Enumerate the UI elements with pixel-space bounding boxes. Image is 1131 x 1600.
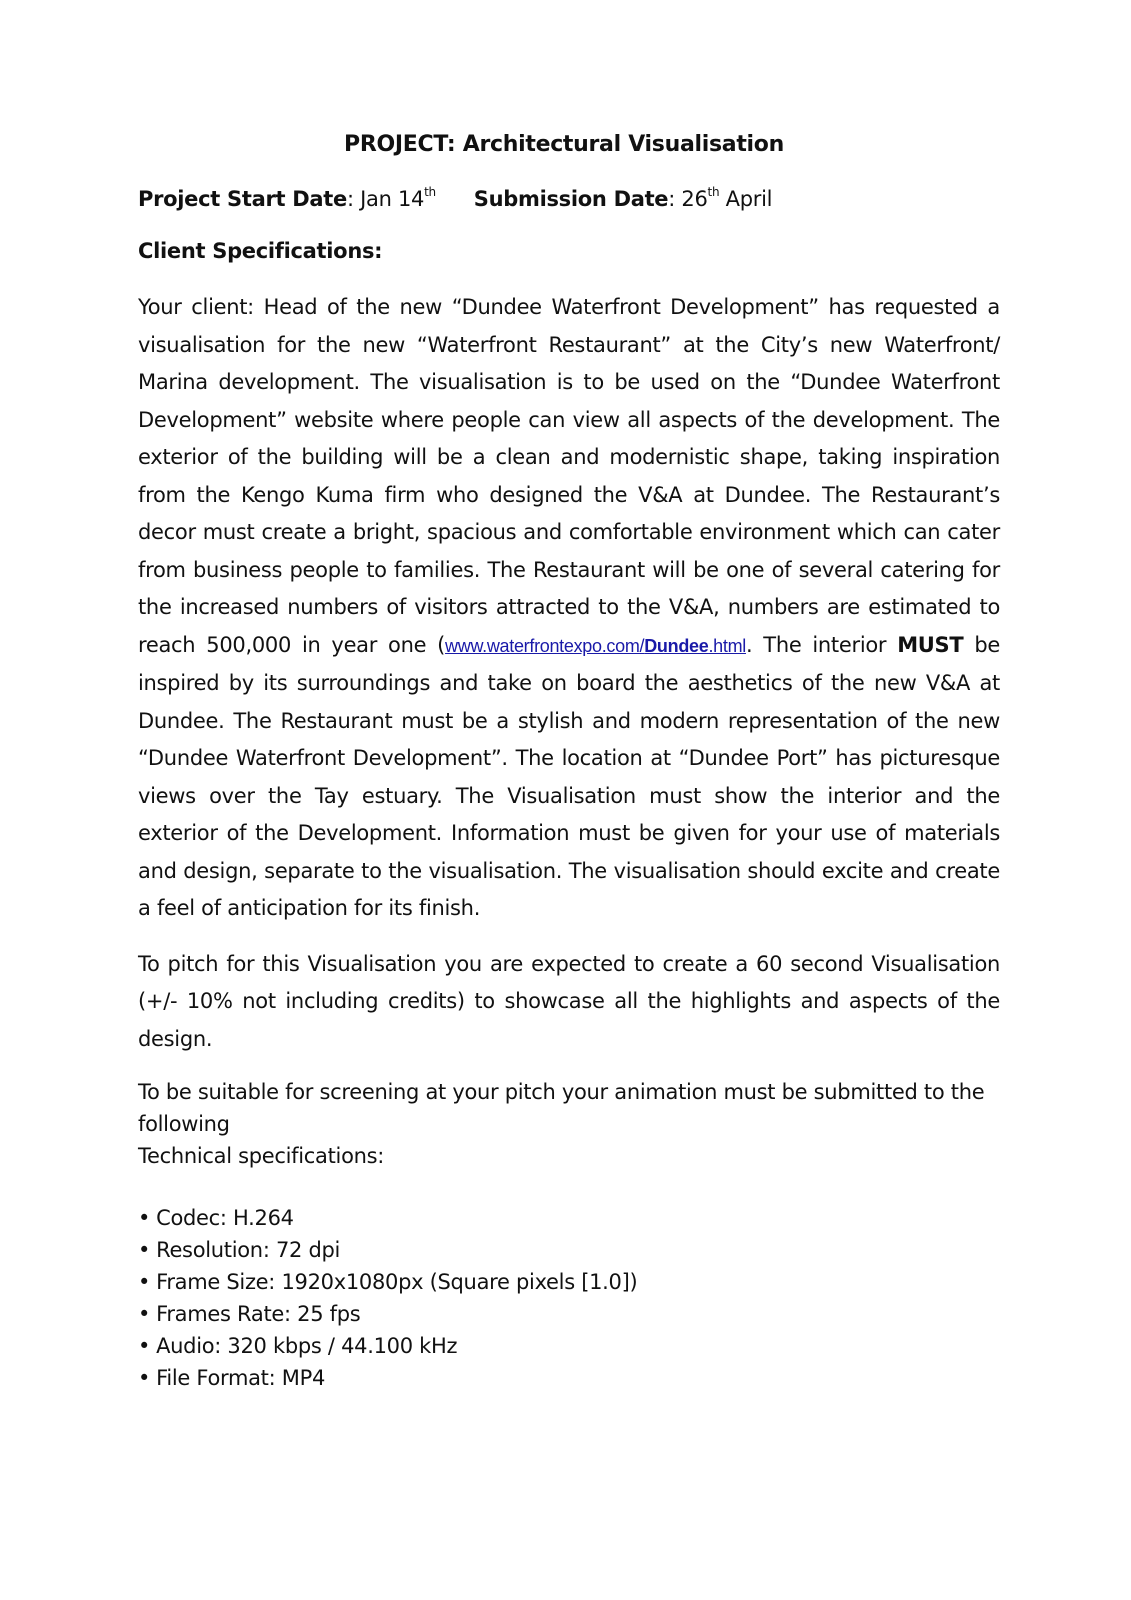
website-link-bold: Dundee	[644, 635, 709, 656]
technical-specifications-label: Technical specifications:	[138, 1144, 385, 1168]
must-emphasis: MUST	[897, 632, 964, 657]
brief-text-part3: be inspired by its surroundings and take on board the aesthetics of the new V&A at Dundee. The Restaurant must be a stylish and modern representation of the new “Dundee Waterfront Development”. The location at “Dundee Port” has picturesque views over the Tay estuary. The Visualisation must show the interior and the exterior of the Development. Information must be given for your use of materials and design, separate to the visualisation. The visualisation should excite and create a feel of anticipation for its finish.	[138, 632, 1000, 920]
document-title: PROJECT: Architectural Visualisation	[344, 132, 784, 157]
spec-item-file-format: • File Format: MP4	[138, 1362, 1000, 1394]
technical-intro-line: To be suitable for screening at your pitch your animation must be submitted to the following	[138, 1080, 985, 1136]
spec-item-frame-rate: • Frames Rate: 25 fps	[138, 1298, 1000, 1330]
brief-text-part2: . The interior	[745, 632, 898, 657]
spec-item-frame-size: • Frame Size: 1920x1080px (Square pixels [1.0])	[138, 1266, 1000, 1298]
start-date-label: Project Start Date	[138, 187, 347, 211]
start-date-value: Jan 14	[360, 187, 425, 211]
website-link[interactable]	[445, 636, 746, 656]
spec-list	[138, 1202, 1000, 1394]
client-brief-paragraph	[138, 289, 1000, 928]
start-date-sup: th	[424, 185, 436, 199]
submission-date-label: Submission Date	[473, 187, 669, 211]
spec-item-resolution: • Resolution: 72 dpi	[138, 1234, 1000, 1266]
brief-text-part1: Your client: Head of the new “Dundee Waterfront Development” has requested a visualisation for the new “Waterfront Restaurant” at the City’s new Waterfront/ Marina development. The visualisation is to be used on the “Dundee Waterfront Development” website where people can view all aspects of the development. The exterior of the building will be a clean and modernistic shape, taking inspiration from the Kengo Kuma firm who designed the V&A at Dundee. The Restaurant’s decor must create a bright, spacious and comfortable environment which can cater from business people to families. The Restaurant will be one of several catering for the increased numbers of visitors attracted to the V&A, numbers are estimated to reach 500,000 in year one (	[138, 295, 1000, 657]
spec-item-codec: • Codec: H.264	[138, 1202, 1000, 1234]
project-dates: Project Start Date: Jan 14th Submission Date: 26th April	[138, 185, 773, 211]
website-link-suffix: .html	[708, 635, 746, 656]
submission-date-month: April	[725, 187, 773, 211]
website-link-prefix: www.waterfrontexpo.com/	[445, 635, 645, 656]
pitch-paragraph: To pitch for this Visualisation you are expected to create a 60 second Visualisation (+/- 10% not including credits) to showcase all the highlights and aspects of the design.	[138, 951, 1000, 1051]
document-content	[138, 132, 1000, 1394]
technical-intro	[138, 1076, 1000, 1172]
client-specifications-heading: Client Specifications:	[138, 239, 383, 263]
spec-item-audio: • Audio: 320 kbps / 44.100 kHz	[138, 1330, 1000, 1362]
submission-date-day: 26	[681, 187, 708, 211]
submission-date-sup: th	[707, 185, 720, 199]
